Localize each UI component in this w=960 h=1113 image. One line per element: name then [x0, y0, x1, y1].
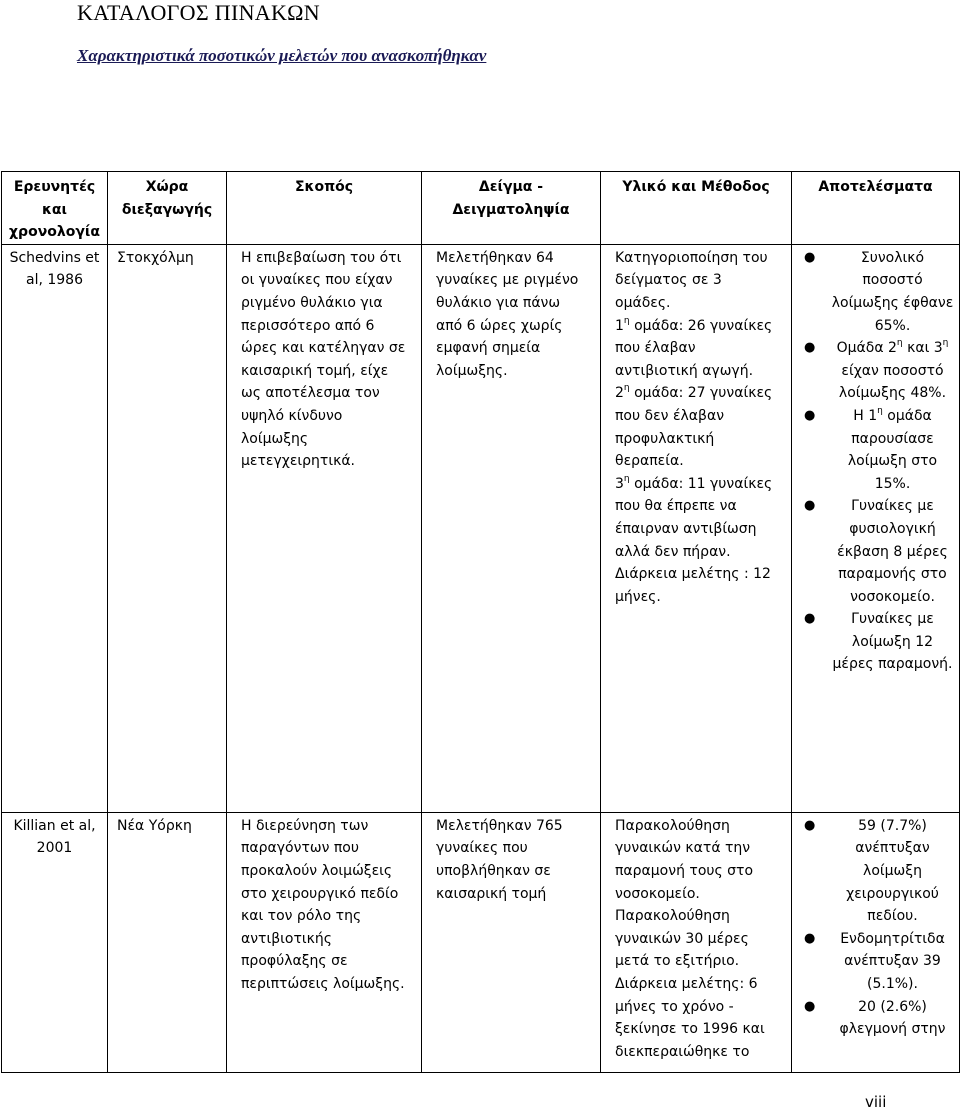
method-group-text: ομάδα: 11 γυναίκες που θα έπρεπε να έπαιρναν αντιβίωση αλλά δεν πήραν.: [615, 475, 773, 560]
method-group-number: 2: [615, 385, 624, 402]
list-item: [800, 405, 955, 495]
result-text: 20 (2.6%) φλεγμονή στην: [839, 998, 946, 1038]
list-item: [800, 928, 955, 996]
ordinal-superscript: η: [623, 315, 630, 326]
aim-cell: Η διερεύνηση των παραγόντων που προκαλούν λοιμώξεις στο χειρουργικό πεδίο και τον ρόλο της αντιβιοτικής προφύλαξης σε περιπτώσεις λοίμωξης.: [241, 817, 405, 992]
bullet-icon: ●: [804, 407, 816, 423]
document-subtitle: Χαρακτηριστικά ποσοτικών μελετών που ανασκοπήθηκαν: [77, 46, 487, 65]
method-group-text: ομάδα: 27 γυναίκες που δεν έλαβαν προφυλακτική θεραπεία.: [615, 385, 773, 470]
result-text: Η $1^\eta$ ομάδα παρουσίασε λοίμωξη στο 15%.: [847, 405, 938, 492]
bullet-icon: ●: [804, 611, 816, 627]
header-country: Χώρα διεξαγωγής: [108, 172, 227, 245]
page-number: viii: [865, 1093, 887, 1111]
method-duration: Διάρκεια μελέτης : 12 μήνες.: [615, 566, 771, 605]
result-text: Γυναίκες με λοίμωξη 12 μέρες παραμονή.: [832, 611, 953, 673]
result-text: 59 (7.7%) ανέπτυξαν λοίμωξη χειρουργικού πεδίου.: [846, 817, 939, 925]
method-group-number: 3: [615, 475, 624, 492]
header-method: Υλικό και Μέθοδος: [601, 172, 792, 245]
result-text: Γυναίκες με φυσιολογική έκβαση 8 μέρες παραμονής στο νοσοκομείο.: [837, 498, 948, 605]
method-intro: Κατηγοριοποίηση του δείγματος σε 3 ομάδες.: [615, 249, 768, 311]
bullet-icon: ●: [804, 817, 816, 833]
bullet-icon: ●: [804, 340, 816, 356]
aim-cell: Η επιβεβαίωση του ότι οι γυναίκες που είχαν ριγμένο θυλάκιο για περισσότερο από 6 ώρες και κατέληγαν σε καισαρική τομή, είχε ως αποτέλεσμα τον υψηλό κίνδυνο λοίμωξης μετεγχειρητικά.: [241, 249, 406, 470]
list-item: [800, 337, 955, 405]
method-cell: Παρακολούθηση γυναικών κατά την παραμονή τους στο νοσοκομείο. Παρακολούθηση γυναικών 30 μέρες μετά το εξιτήριο. Διάρκεια μελέτης: 6 μήνες το χρόνο - ξεκίνησε το 1996 και διεκπεραιώθηκε το: [615, 817, 765, 1060]
table-header-row: [2, 172, 960, 245]
list-item: [800, 608, 955, 676]
results-cell: [792, 813, 959, 1041]
table-row: [2, 812, 960, 1072]
table-row: [2, 244, 960, 812]
ordinal-superscript: η: [623, 473, 630, 484]
country-cell: Νέα Υόρκη: [117, 817, 192, 834]
sample-cell: Μελετήθηκαν 765 γυναίκες που υποβλήθηκαν σε καισαρική τομή: [436, 817, 563, 902]
results-list: [800, 247, 955, 676]
result-text: Ομάδα $2^\eta$ και $3^\eta$ είχαν ποσοστό λοίμωξης 48%.: [836, 338, 949, 402]
ordinal-superscript: η: [623, 383, 630, 394]
list-item: [800, 815, 955, 928]
result-text: Ενδομητρίτιδα ανέπτυξαν 39 (5.1%).: [840, 930, 945, 992]
researchers-cell: Schedvins et al, 1986: [9, 249, 100, 289]
document-title: ΚΑΤΑΛΟΓΟΣ ΠΙΝΑΚΩΝ: [77, 0, 320, 25]
country-cell: Στοκχόλμη: [117, 249, 194, 266]
list-item: [800, 996, 955, 1041]
bullet-icon: ●: [804, 249, 816, 265]
bullet-icon: ●: [804, 498, 816, 514]
result-text: Συνολικό ποσοστό λοίμωξης έφθανε 65%.: [831, 249, 954, 334]
header-results: Αποτελέσματα: [792, 172, 960, 245]
list-item: [800, 247, 955, 337]
list-item: [800, 495, 955, 608]
researchers-cell: Killian et al, 2001: [13, 817, 96, 857]
header-sample: Δείγμα - Δειγματοληψία: [422, 172, 601, 245]
header-aim: Σκοπός: [227, 172, 422, 245]
results-cell: [792, 245, 959, 676]
method-cell: [601, 245, 791, 609]
sample-cell: Μελετήθηκαν 64 γυναίκες με ριγμένο θυλάκιο για πάνω από 6 ώρες χωρίς εμφανή σημεία λοίμωξης.: [436, 249, 579, 379]
method-group-number: 1: [615, 317, 624, 334]
results-list: [800, 815, 955, 1041]
method-group-text: ομάδα: 26 γυναίκες που έλαβαν αντιβιοτική αγωγή.: [615, 317, 773, 379]
header-researchers: Ερευνητές και χρονολογία: [2, 172, 108, 245]
studies-table: [1, 171, 960, 1073]
bullet-icon: ●: [804, 998, 816, 1014]
bullet-icon: ●: [804, 930, 816, 946]
